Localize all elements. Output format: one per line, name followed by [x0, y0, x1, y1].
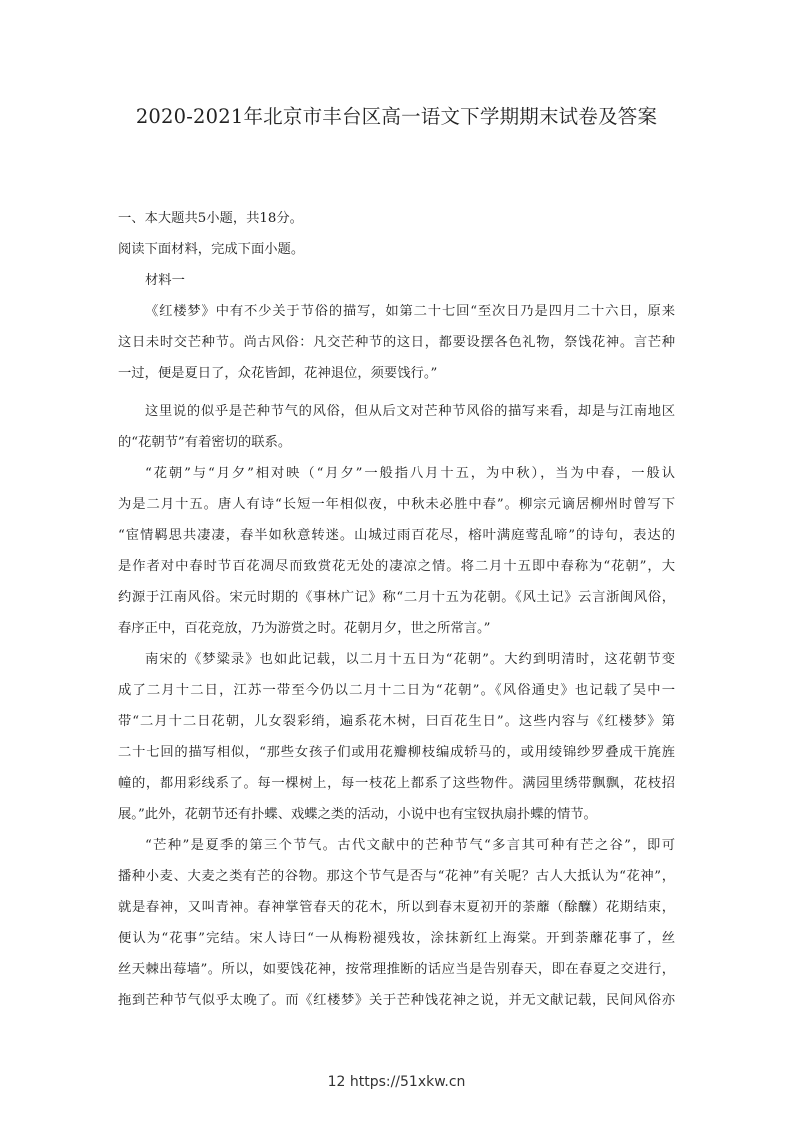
paragraph-4-line-1: 南宋的《梦粱录》也如此记载，以二月十五日为“花朝”。大约到明清时，这花朝节变 [145, 652, 675, 667]
paragraph-5-line-5: 丝天棘出莓墙”。所以，如要饯花神，按常理推断的话应当是告别春天，即在春夏之交进行， [118, 962, 675, 977]
paragraph-3-line-5: 约源于江南风俗。宋元时期的《事林广记》称“二月十五为花朝。《风土记》云言浙闽风俗， [118, 590, 675, 605]
paragraph-3-line-1: “花朝”与“月夕”相对映（“月夕”一般指八月十五，为中秋），当为中春，一般认 [145, 466, 675, 481]
paragraph-5-line-6: 拖到芒种节气似乎太晚了。而《红楼梦》关于芒种饯花神之说，并无文献记载，民间风俗亦 [118, 993, 675, 1008]
paragraph-1-line-3: 一过，便是夏日了，众花皆卸，花神退位，须要饯行。” [118, 366, 438, 381]
paragraph-5-line-1: “芒种”是夏季的第三个节气。古代文献中的芒种节气“多言其可种有芒之谷”，即可 [145, 838, 675, 853]
paragraph-2-line-1: 这里说的似乎是芒种节气的风俗，但从后文对芒种节风俗的描写来看，却是与江南地区 [145, 404, 675, 419]
page-footer: 12 https://51xkw.cn [327, 1074, 466, 1090]
paragraph-1-line-2: 这日未时交芒种节。尚古风俗：凡交芒种节的这日，都要设摆各色礼物，祭饯花神。言芒种 [118, 335, 675, 350]
instruction-text: 阅读下面材料，完成下面小题。 [118, 242, 305, 257]
section-heading: 一、本大题共5小题，共18分。 [118, 211, 303, 226]
paragraph-4-line-4: 二十七回的描写相似，“那些女孩子们或用花瓣柳枝编成轿马的，或用绫锦纱罗叠成干旄旌 [118, 745, 675, 760]
paragraph-4-line-3: 带“二月十二日花朝，儿女裂彩绡，遍系花木树，曰百花生日”。这些内容与《红楼梦》第 [118, 714, 675, 729]
paragraph-5-line-4: 便认为“花事”完结。宋人诗曰“一从梅粉褪残妆，涂抹新红上海棠。开到荼蘼花事了，丝 [118, 931, 675, 946]
document-title: 2020-2021年北京市丰台区高一语文下学期期末试卷及答案 [135, 105, 658, 128]
material-label: 材料一 [145, 273, 185, 288]
paragraph-3-line-6: 春序正中，百花竞放，乃为游赏之时。花朝月夕，世之所常言。” [118, 621, 491, 636]
paragraph-2-line-2: 的“花朝节”有着密切的联系。 [118, 435, 292, 450]
paragraph-4-line-6: 展。”此外，花朝节还有扑蝶、戏蝶之类的活动，小说中也有宝钗执扇扑蝶的情节。 [118, 807, 597, 822]
paragraph-4-line-2: 成了二月十二日，江苏一带至今仍以二月十二日为“花朝”。《风俗通史》也记载了吴中一 [118, 683, 675, 698]
paragraph-3-line-3: “宦情羁思共凄凄，春半如秋意转迷。山城过雨百花尽，榕叶满庭莺乱啼”的诗句，表达的 [118, 528, 675, 543]
paragraph-3-line-4: 是作者对中春时节百花凋尽而致赏花无处的凄凉之情。将二月十五即中春称为“花朝”，大 [118, 559, 675, 574]
paragraph-5-line-3: 就是春神，又叫青神。春神掌管春天的花木，所以到春末夏初开的荼蘼（酴醾）花期结束， [118, 900, 675, 915]
paragraph-4-line-5: 幢的，都用彩线系了。每一棵树上，每一枝花上都系了这些物件。满园里绣带飘飘，花枝招 [118, 776, 675, 791]
paragraph-3-line-2: 为是二月十五。唐人有诗“长短一年相似夜，中秋未必胜中春”。柳宗元谪居柳州时曾写下 [118, 497, 675, 512]
paragraph-5-line-2: 播种小麦、大麦之类有芒的谷物。那这个节气是否与“花神”有关呢？古人大抵认为“花神”， [118, 869, 675, 884]
paragraph-1-line-1: 《红楼梦》中有不少关于节俗的描写，如第二十七回“至次日乃是四月二十六日，原来 [145, 304, 675, 319]
